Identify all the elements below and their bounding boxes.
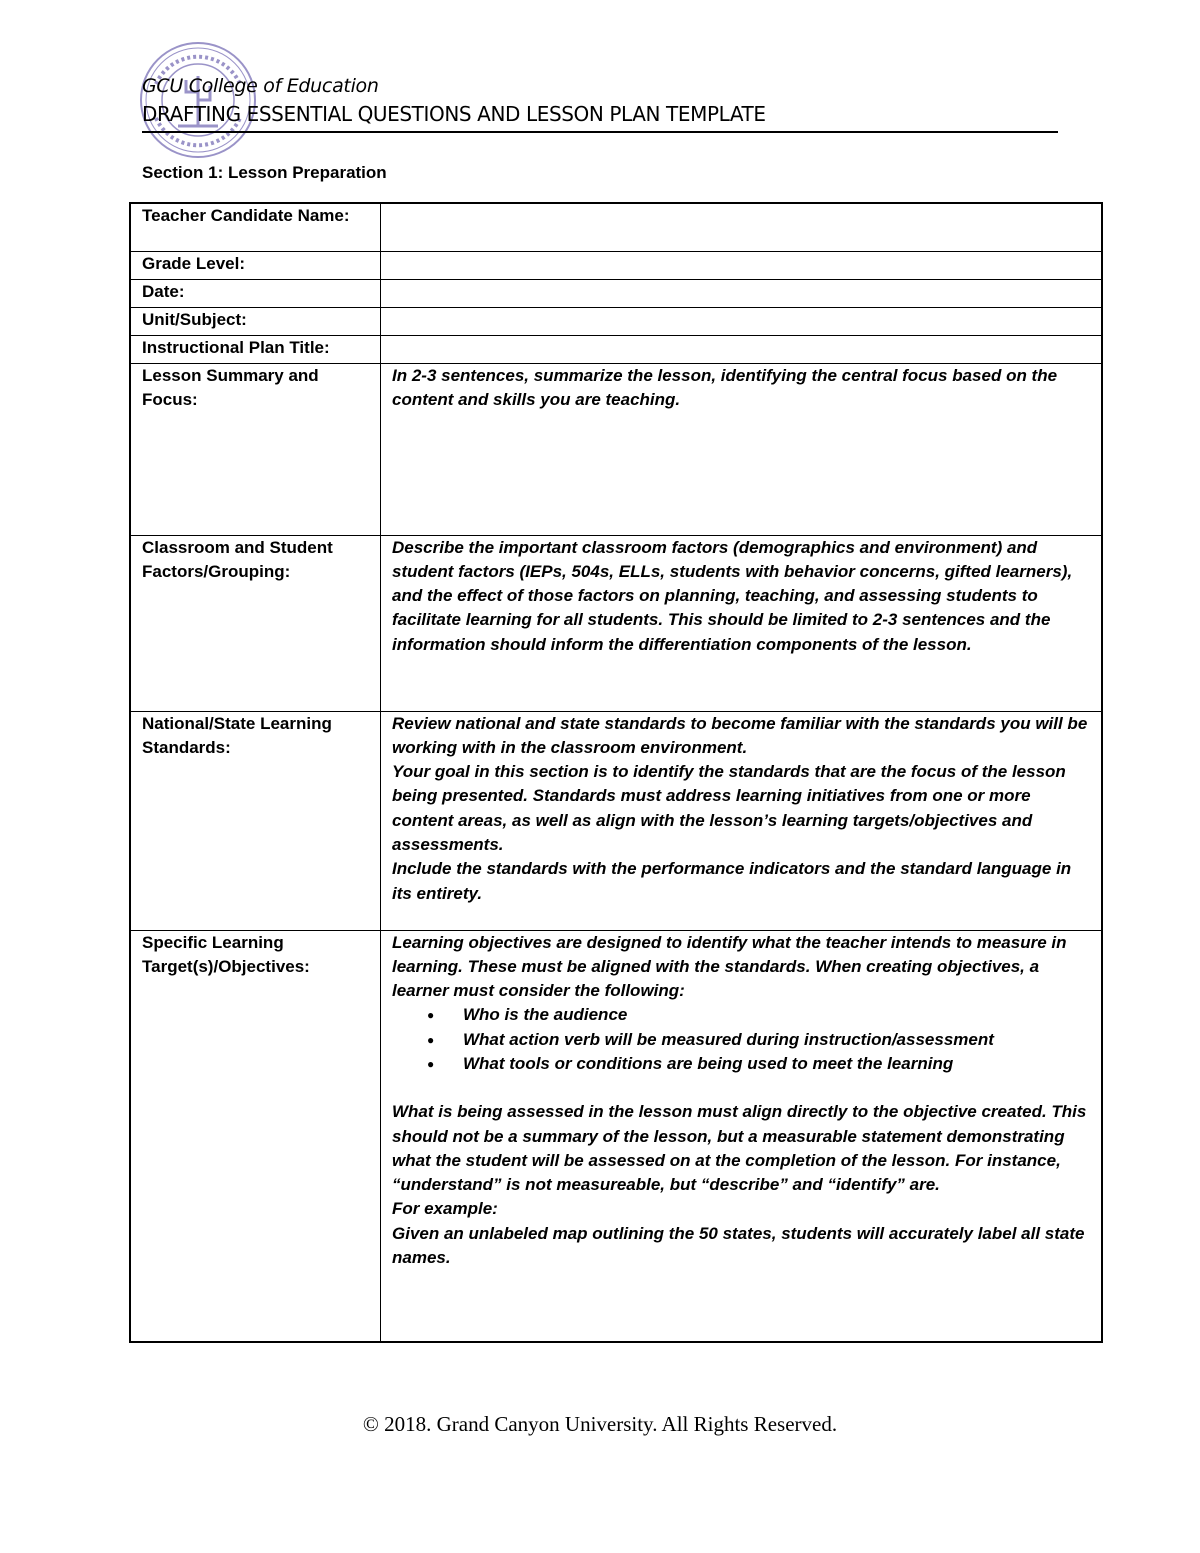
college-name: GCU College of Education: [142, 75, 379, 97]
table-row: [130, 203, 1102, 251]
table-row: [130, 307, 1102, 335]
table-row: [130, 363, 1102, 535]
list-item: ● Who is the audience: [427, 1003, 1091, 1027]
date-label: Date:: [130, 279, 381, 307]
classroom-factors-prompt: Describe the important classroom factors (demographics and environment) and student factors (IEPs, 504s, ELLs, students with behavior concerns, gifted learners), and the effect of those factors on planning, teaching, and assessing students to facilitate learning for all students. This should be limited to 2-3 sentences and the information should inform the differentiation components of the lesson.: [392, 537, 1073, 654]
lesson-summary-field[interactable]: [381, 363, 1103, 535]
classroom-factors-label: Classroom and Student Factors/Grouping:: [130, 535, 381, 711]
classroom-factors-field[interactable]: [381, 535, 1103, 711]
objectives-example: Given an unlabeled map outlining the 50 states, students will accurately label all state names.: [392, 1223, 1085, 1268]
teacher-candidate-name-label: Teacher Candidate Name:: [130, 203, 381, 251]
unit-subject-field[interactable]: [381, 307, 1103, 335]
instructional-plan-title-field[interactable]: [381, 335, 1103, 363]
objectives-label: Specific Learning Target(s)/Objectives:: [130, 930, 381, 1342]
lesson-preparation-table: [129, 202, 1103, 1343]
copyright-footer: © 2018. Grand Canyon University. All Rights Reserved.: [362, 1412, 838, 1436]
table-row: [130, 535, 1102, 711]
standards-paragraph: Include the standards with the performance indicators and the standard language in its entirety.: [392, 859, 1072, 903]
standards-label: National/State Learning Standards:: [130, 711, 381, 930]
date-field[interactable]: [381, 279, 1103, 307]
grade-level-label: Grade Level:: [130, 251, 381, 279]
objectives-assessment-note: What is being assessed in the lesson must align directly to the objective created. This should not be a summary of the lesson, but a measurable statement demonstrating what the student will be assessed on at the completion of the lesson. For instance, “understand” is not measureable, but “describe” and “identify” are.: [392, 1102, 1087, 1195]
document-header: [142, 74, 1058, 133]
standards-paragraph: Your goal in this section is to identify the standards that are the focus of the lesson being presented. Standards must address learning initiatives from one or more content areas, as well as align with the lesson’s learning targets/objectives and assessments.: [392, 762, 1066, 854]
table-row: [130, 930, 1102, 1342]
objectives-intro: Learning objectives are designed to identify what the teacher intends to measure in learning. These must be aligned with the standards. When creating objectives, a learner must consider the following:: [392, 932, 1067, 1001]
table-row: [130, 279, 1102, 307]
objectives-example-label: For example:: [392, 1199, 498, 1219]
standards-paragraph: Review national and state standards to become familiar with the standards you will be working with in the classroom environment.: [392, 713, 1088, 757]
section-heading: Section 1: Lesson Preparation: [142, 163, 387, 182]
objectives-field[interactable]: [381, 930, 1103, 1342]
objectives-bullet-list: [392, 1003, 1091, 1076]
lesson-summary-prompt: In 2-3 sentences, summarize the lesson, identifying the central focus based on the content and skills you are teaching.: [392, 365, 1058, 409]
document-title: DRAFTING ESSENTIAL QUESTIONS AND LESSON PLAN TEMPLATE: [142, 102, 766, 126]
table-row: [130, 711, 1102, 930]
unit-subject-label: Unit/Subject:: [130, 307, 381, 335]
title-divider: [142, 131, 1058, 133]
list-item: ● What action verb will be measured during instruction/assessment: [427, 1028, 1091, 1052]
standards-field[interactable]: [381, 711, 1103, 930]
spacer: [392, 1076, 1091, 1100]
lesson-summary-label: Lesson Summary and Focus:: [130, 363, 381, 535]
list-item: ● What tools or conditions are being used to meet the learning: [427, 1052, 1091, 1076]
table-row: [130, 335, 1102, 363]
table-row: [130, 251, 1102, 279]
instructional-plan-title-label: Instructional Plan Title:: [130, 335, 381, 363]
teacher-candidate-name-field[interactable]: [381, 203, 1103, 251]
grade-level-field[interactable]: [381, 251, 1103, 279]
